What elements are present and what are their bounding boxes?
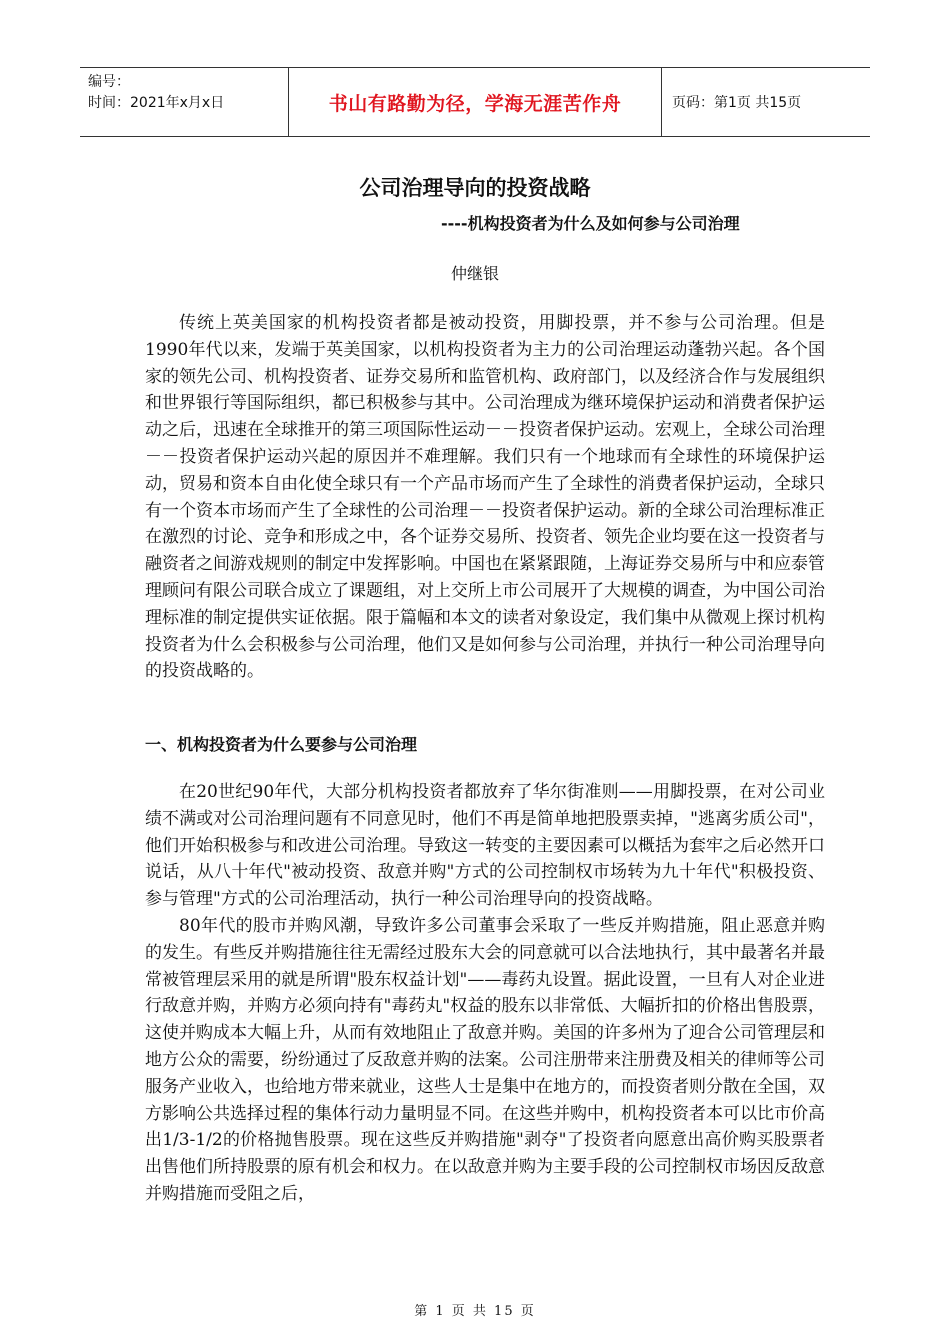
- intro-paragraph: 传统上英美国家的机构投资者都是被动投资，用脚投票，并不参与公司治理。但是1990年代以来，发端于英美国家，以机构投资者为主力的公司治理运动蓬勃兴起。各个国家的领先公司、机构投资者、证券交易所和监管机构、政府部门，以及经济合作与发展组织和世界银行等国际组织，都已积极参与其中。公司治理成为继环境保护运动和消费者保护运动之后，迅速在全球推开的第三项国际性运动－－投资者保护运动。宏观上，全球公司治理－－投资者保护运动兴起的原因并不难理解。我们只有一个地球而有全球性的环境保护运动，贸易和资本自由化使全球只有一个产品市场而产生了全球性的消费者保护运动，全球只有一个资本市场而产生了全球性的公司治理－－投资者保护运动。新的全球公司治理标准正在激烈的讨论、竞争和形成之中，各个证券交易所、投资者、领先企业均要在这一投资者与融资者之间游戏规则的制定中发挥影响。中国也在紧紧跟随，上海证券交易所与中和应泰管理顾问有限公司联合成立了课题组，对上交所上市公司展开了大规模的调查，为中国公司治理标准的制定提供实证依据。限于篇幅和本文的读者对象设定，我们集中从微观上探讨机构投资者为什么会积极参与公司治理，他们又是如何参与公司治理，并执行一种公司治理导向的投资战略的。: [145, 313, 825, 682]
- section1-body: [145, 779, 825, 1208]
- header-motto-cell: [288, 68, 662, 136]
- date-label: 时间：2021年x月x日: [88, 95, 225, 111]
- page-header: [80, 67, 870, 137]
- section1-paragraph-1: 在20世纪90年代，大部分机构投资者都放弃了华尔街准则——用脚投票，在对公司业绩不满或对公司治理问题有不同意见时，他们不再是简单地把股票卖掉，"逃离劣质公司"，他们开始积极参与和改进公司治理。导致这一转变的主要因素可以概括为套牢之后必然开口说话，从八十年代"被动投资、敌意并购"方式的公司控制权市场转为九十年代"积极投资、参与管理"方式的公司治理活动，执行一种公司治理导向的投资战略。: [145, 782, 825, 910]
- intro-section: [145, 310, 825, 685]
- section-heading: 一、机构投资者为什么要参与公司治理: [145, 735, 418, 754]
- header-page-info: 页码：第1页 共15页: [672, 95, 802, 111]
- author-name: 仲继银: [450, 264, 499, 283]
- document-title: 公司治理导向的投资战略: [359, 176, 591, 200]
- page-footer: 第 1 页 共 15 页: [414, 1304, 536, 1319]
- motto-text: 书山有路勤为径，学海无涯苦作舟: [328, 92, 622, 115]
- document-subtitle: ----机构投资者为什么及如何参与公司治理: [441, 214, 740, 233]
- section1-paragraph-2: 80年代的股市并购风潮，导致许多公司董事会采取了一些反并购措施，阻止恶意并购的发生。有些反并购措施往往无需经过股东大会的同意就可以合法地执行，其中最著名并最常被管理层采用的就是所谓"股东权益计划"——毒药丸设置。据此设置，一旦有人对企业进行敌意并购，并购方必须向持有"毒药丸"权益的股东以非常低、大幅折扣的价格出售股票，这使并购成本大幅上升，从而有效地阻止了敌意并购。美国的许多州为了迎合公司管理层和地方公众的需要，纷纷通过了反敌意并购的法案。公司注册带来注册费及相关的律师等公司服务产业收入，也给地方带来就业，这些人士是集中在地方的，而投资者则分散在全国，双方影响公共选择过程的集体行动力量明显不同。在这些并购中，机构投资者本可以比市价高出1/3-1/2的价格抛售股票。现在这些反并购措施"剥夺"了投资者向愿意出高价购买股票者出售他们所持股票的原有机会和权力。在以敌意并购为主要手段的公司控制权市场因反敌意并购措施而受阻之后，: [145, 915, 825, 1204]
- header-meta: [80, 68, 288, 136]
- code-label: 编号：: [88, 74, 130, 90]
